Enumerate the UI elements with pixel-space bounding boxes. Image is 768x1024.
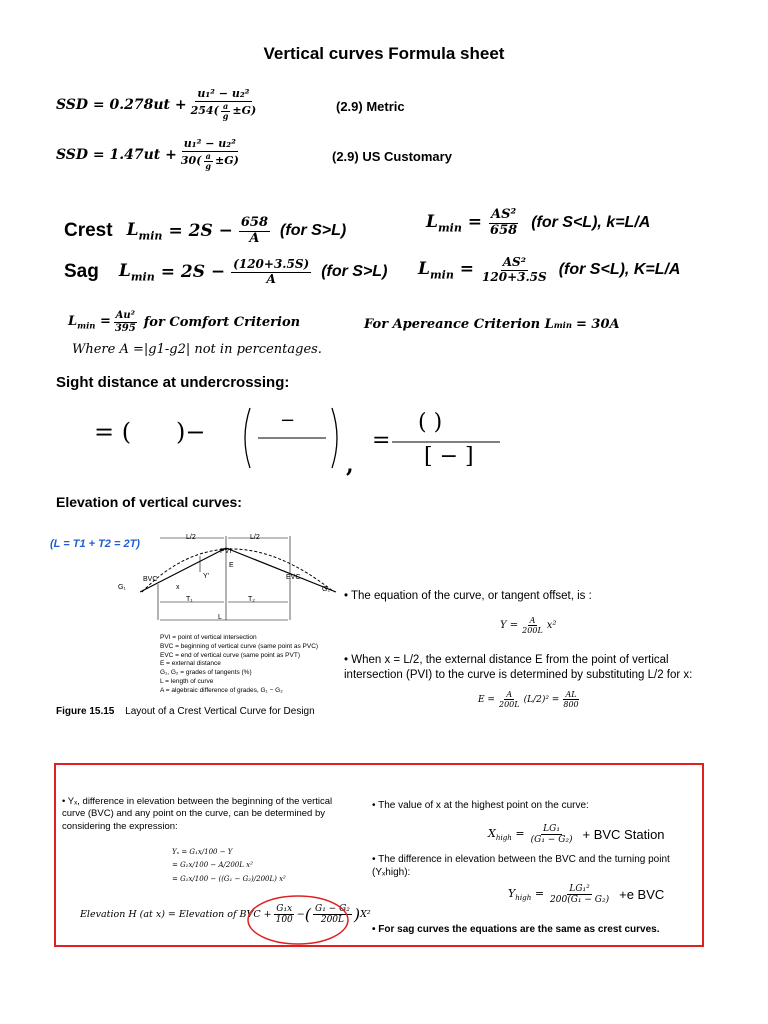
eq-e-den: 800 xyxy=(563,700,579,710)
eq-e-num: AL xyxy=(565,690,577,699)
uc-equals: = xyxy=(372,428,391,453)
fig-bvc: BVC xyxy=(143,576,158,583)
ssd-metric-label: (2.9) Metric xyxy=(336,99,405,114)
eq-e-fraction1 xyxy=(497,690,522,709)
xhigh-lhs: $X_{high}$ = xyxy=(488,827,525,843)
xhigh-formula xyxy=(488,824,665,846)
ssd-metric-den-prefix: 254( xyxy=(190,104,219,117)
uc-part2: )− xyxy=(176,418,206,446)
sag-cond2: (for S<L), K=L/A xyxy=(558,261,681,279)
sag-note xyxy=(372,924,660,935)
eq-y-formula xyxy=(500,616,556,635)
xhigh-den: (G₁ − G₂) xyxy=(530,835,573,846)
fig-y: Y' xyxy=(203,573,210,580)
box-left-bullet xyxy=(62,796,344,833)
appearance-text: For Apereance Criterion L xyxy=(364,317,554,332)
legend-line: G₁, G₂ = grades of tangents (%) xyxy=(160,669,252,677)
crest-lmin: $L_{min}$ xyxy=(126,220,163,243)
bullet-dot: • xyxy=(372,854,379,865)
appearance-sub: min xyxy=(553,319,572,330)
ssd-metric-den xyxy=(189,102,259,121)
yx-line: = G₁x/100 − ((G₁ − G₂)/200L) x² xyxy=(172,874,286,883)
box-right-bullet2 xyxy=(372,853,692,879)
yhigh-formula xyxy=(508,884,664,906)
crest-den: A xyxy=(249,230,260,246)
figure-legend xyxy=(160,634,350,695)
eq-y-fraction xyxy=(520,616,545,635)
yhigh-num: LG₁² xyxy=(569,884,590,894)
uc-comma: , xyxy=(346,452,354,478)
comfort-fraction xyxy=(113,310,138,334)
xhigh-fraction xyxy=(529,824,575,846)
bullet-dot: • xyxy=(344,654,352,666)
yx-derivation xyxy=(172,846,286,886)
sag-lmin: $L_{min}$ xyxy=(118,261,155,284)
sag-rhs-lmin: $L_{min}$ = xyxy=(418,259,475,282)
yhigh-fraction xyxy=(548,884,611,906)
ssd-us-den xyxy=(179,152,241,171)
l-note: (L = T1 + T2 = 2T) xyxy=(50,538,140,550)
crest-rhs-num: AS² xyxy=(491,207,517,222)
eq-e-mid: (L/2)² = xyxy=(523,694,560,705)
ssd-us-label: (2.9) US Customary xyxy=(332,149,452,164)
yx-line: = G₁x/100 − A/200L x² xyxy=(172,861,253,870)
ssd-metric-den-frac xyxy=(221,102,231,121)
elev-den2: 200L xyxy=(320,915,345,926)
undercrossing-heading: Sight distance at undercrossing: xyxy=(56,374,290,391)
highlight-ellipse xyxy=(246,894,350,946)
bullet-text: The equation of the curve, or tangent offset, is : xyxy=(351,590,592,602)
eq-y-num: A xyxy=(529,616,536,625)
fig-l2-left: L/2 xyxy=(186,534,196,541)
ssd-metric-num: u₁² − u₂² xyxy=(197,87,250,100)
ssd-metric-den-suffix: ±G) xyxy=(232,104,257,117)
figure-caption-text: Layout of a Crest Vertical Curve for Design xyxy=(125,706,315,717)
sag-rhs-formula xyxy=(418,256,680,285)
sag-fraction xyxy=(231,258,311,287)
box-right-text2: The difference in elevation between the BVC and the turning point (Yₓhigh): xyxy=(372,854,670,878)
bullet-curve-equation xyxy=(344,589,684,604)
box-left-text: Yₓ, difference in elevation between the beginning of the vertical curve (BVC) and any point on the curve, can be determined by considering the expression: xyxy=(62,796,333,832)
ssd-us-den-suffix: ±G) xyxy=(215,154,239,167)
elev-den1: 100 xyxy=(275,915,293,926)
uc-minus: − xyxy=(280,410,296,431)
comfort-den: 395 xyxy=(114,322,136,334)
sag-word: Sag xyxy=(64,261,99,283)
fig-x: x xyxy=(176,584,180,591)
crest-rhs-formula xyxy=(426,208,650,239)
eq-y-lhs: Y = xyxy=(500,620,519,632)
ssd-us-fraction xyxy=(179,138,241,171)
elev-minus: − xyxy=(296,909,305,921)
where-note: Where A =|g1-g2| not in percentages. xyxy=(72,342,322,357)
sag-num: (120+3.5S) xyxy=(233,257,310,271)
crest-eq: = 2S − xyxy=(168,221,233,242)
eq-e-formula xyxy=(478,690,583,709)
sag-eq: = 2S − xyxy=(160,262,226,283)
ssd-metric-formula xyxy=(56,88,260,121)
crest-word: Crest xyxy=(64,220,113,242)
sag-cond1: (for S>L) xyxy=(321,263,388,281)
sag-rhs-num: AS² xyxy=(502,255,526,269)
xhigh-num: LG₁ xyxy=(543,824,560,834)
yhigh-lhs: $Y_{high}$ = xyxy=(508,887,545,903)
uc-part1: = ( xyxy=(94,418,132,446)
elevation-heading: Elevation of vertical curves: xyxy=(56,494,242,510)
fig-l2-right: L/2 xyxy=(250,534,260,541)
legend-line: EVC = end of vertical curve (same point as PVT) xyxy=(160,651,300,659)
comfort-num: Au² xyxy=(115,310,135,321)
fig-t1: T₁ xyxy=(186,596,193,603)
sag-den: A xyxy=(266,271,276,286)
eq-y-tail: x² xyxy=(546,620,557,632)
crest-rhs-den: 658 xyxy=(490,222,518,238)
bullet-dot: • xyxy=(344,590,352,602)
fig-g2: G₂ xyxy=(322,586,331,593)
eq-y-den: 200L xyxy=(522,626,543,636)
legend-line: E = external distance xyxy=(160,660,221,668)
comfort-formula xyxy=(68,310,300,334)
bullet-dot: • xyxy=(372,800,379,811)
box-right-bullet1 xyxy=(372,800,692,811)
ssd-us-den-prefix: 30( xyxy=(180,154,202,167)
sag-rhs-fraction xyxy=(480,256,549,285)
xhigh-tail: + BVC Station xyxy=(582,827,665,843)
crest-rhs-lmin: $L_{min}$ = xyxy=(426,212,483,235)
ssd-metric-g: g xyxy=(222,110,229,121)
appearance-formula xyxy=(364,317,620,332)
ssd-us-lhs: SSD = 1.47ut + xyxy=(56,146,177,163)
eq-e-lhs: E = xyxy=(478,694,495,705)
legend-line: A = algebraic difference of grades, G₁ − G₂ xyxy=(160,686,283,694)
crest-curve-diagram xyxy=(140,528,340,628)
legend-line: BVC = beginning of vertical curve (same point as PVC) xyxy=(160,642,319,650)
elevation-formula: Elevation H (at x) = Elevation of BVC + $\frac{\text{G₁x}}{100}$ − ( $\frac{\text{G₁ − G₂}}{200L}$ ) X² xyxy=(80,904,371,926)
figure-caption xyxy=(56,706,315,717)
yhigh-tail: +e BVC xyxy=(619,887,665,903)
eq-e-fraction2 xyxy=(561,690,580,709)
bullet-text: When x = L/2, the external distance E from the point of vertical intersection (PVI) to the curve is determined by substituting L/2 for x: xyxy=(344,654,693,681)
eq-e-200l: 200L xyxy=(498,700,520,710)
crest-cond2: (for S<L), k=L/A xyxy=(531,214,651,232)
ssd-us-a: a xyxy=(205,150,211,161)
elev-text: Elevation H (at x) = Elevation of BVC + xyxy=(80,909,272,921)
uc-paren: ( ) xyxy=(418,410,443,435)
sag-note-text: For sag curves the equations are the same as crest curves. xyxy=(378,924,660,935)
legend-line: L = length of curve xyxy=(160,677,214,685)
eq-e-a: A xyxy=(506,690,513,699)
figure-caption-number: Figure 15.15 xyxy=(56,706,115,717)
ssd-metric-lhs: SSD = 0.278ut + xyxy=(56,96,187,113)
ssd-us-den-frac xyxy=(203,152,213,171)
fig-g1: G₁ xyxy=(118,584,126,591)
comfort-text: for Comfort Criterion xyxy=(143,314,301,330)
comfort-lmin: $L_{min}$ = xyxy=(68,313,111,331)
fig-e: E xyxy=(229,562,234,569)
ssd-metric-a: a xyxy=(223,100,229,111)
ssd-us-formula xyxy=(56,138,243,171)
elev-num1: G₁x xyxy=(276,904,293,914)
crest-rhs-fraction xyxy=(488,208,519,239)
sag-rhs-den: 120+3.5S xyxy=(482,269,547,284)
bullet-external-distance xyxy=(344,653,704,683)
fig-pvi: PVI xyxy=(220,548,232,555)
sag-formula xyxy=(64,258,387,287)
uc-bracket: [ − ] xyxy=(424,444,474,469)
yx-line: Yₓ = G₁x/100 − Y xyxy=(172,848,233,856)
ssd-us-g: g xyxy=(205,160,211,171)
crest-num: 658 xyxy=(240,215,269,230)
fig-t2: T₂ xyxy=(248,596,255,603)
yhigh-den: 200(G₁ − G₂) xyxy=(550,895,610,906)
elev-tail: X² xyxy=(360,909,371,921)
box-right-text1: The value of x at the highest point on the curve: xyxy=(378,800,589,811)
crest-formula xyxy=(64,216,346,247)
fig-evc: EVC xyxy=(286,574,301,581)
ssd-us-num: u₁² − u₂² xyxy=(183,137,236,150)
bullet-dot: • xyxy=(62,796,68,807)
elev-num2: G₁ − G₂ xyxy=(315,904,350,914)
appearance-value: = 30A xyxy=(576,317,620,332)
fig-l: L xyxy=(218,614,222,621)
page-title: Vertical curves Formula sheet xyxy=(263,44,505,63)
ssd-metric-fraction xyxy=(189,88,259,121)
crest-cond1: (for S>L) xyxy=(280,222,347,240)
crest-fraction xyxy=(239,216,270,247)
bullet-dot: • xyxy=(372,924,379,935)
legend-line: PVI = point of vertical intersection xyxy=(160,634,257,641)
